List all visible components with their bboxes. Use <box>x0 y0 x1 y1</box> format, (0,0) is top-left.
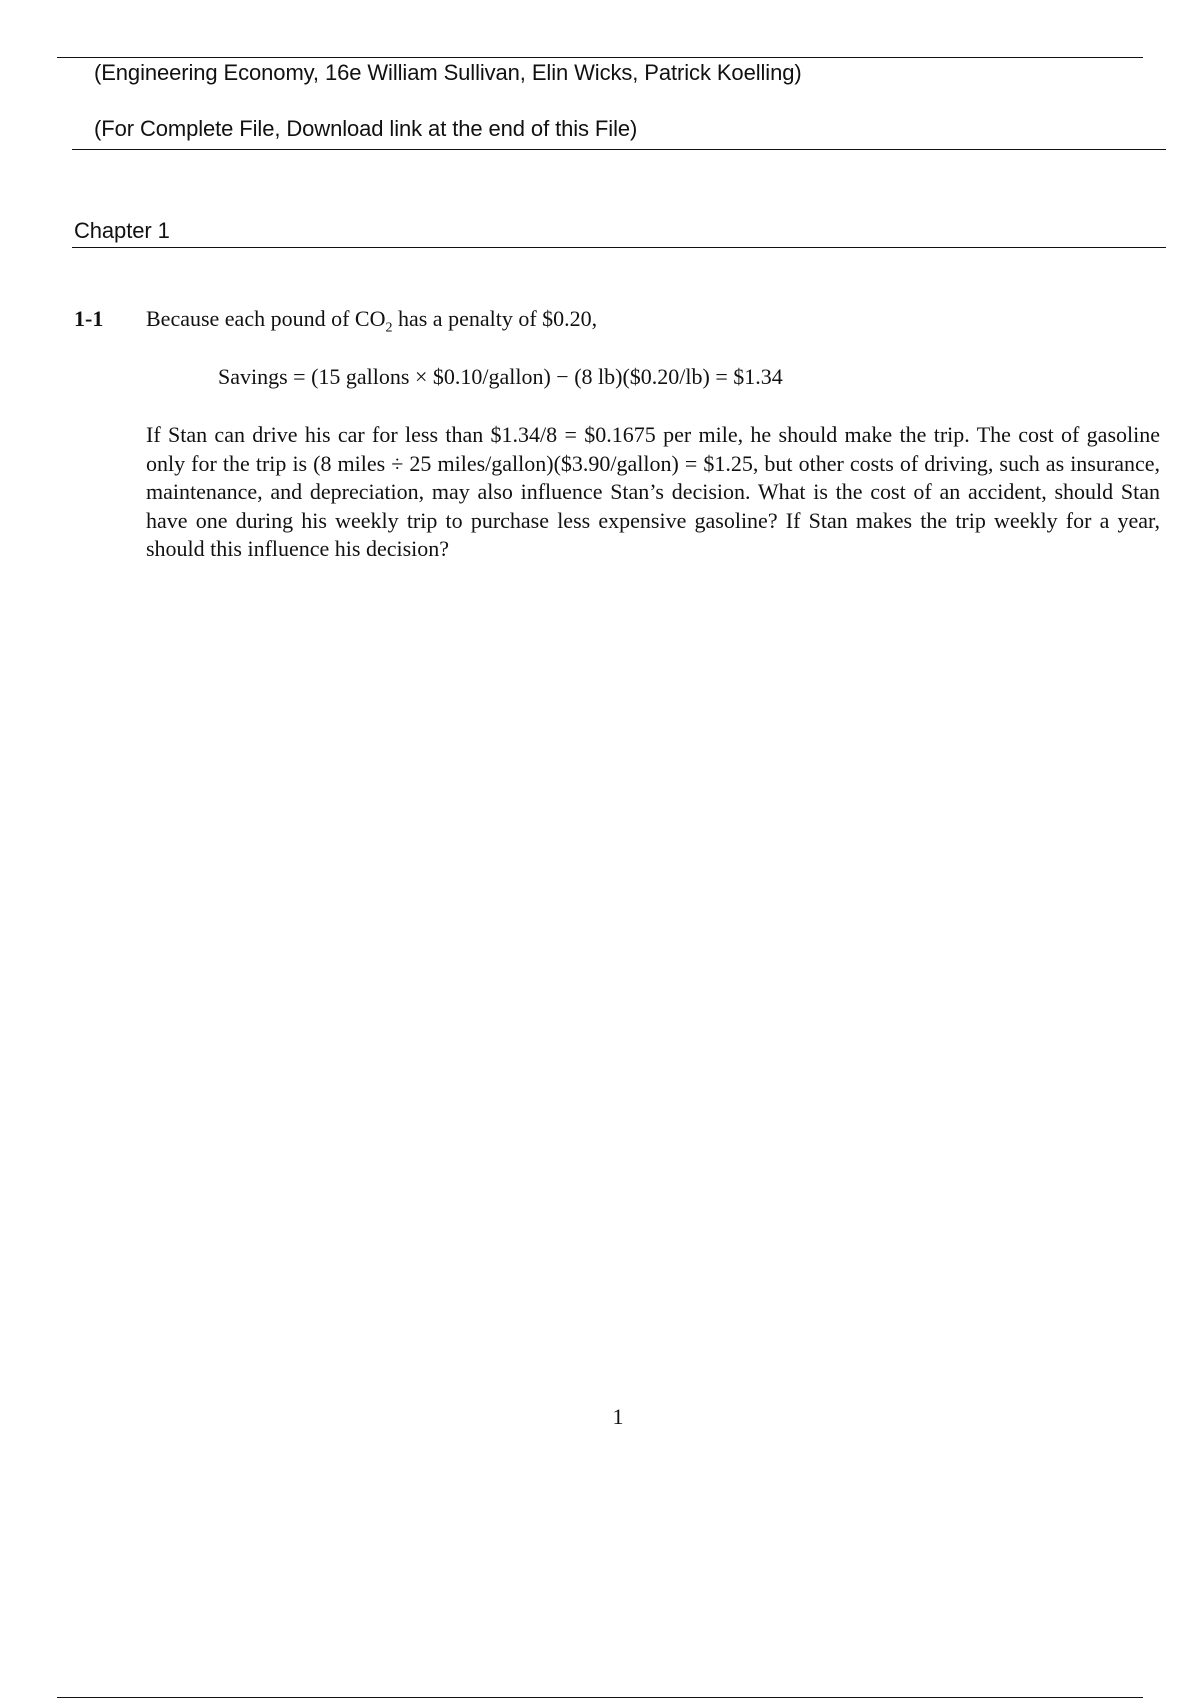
problem-intro-tail: has a penalty of $0.20, <box>392 306 598 331</box>
book-citation: (Engineering Economy, 16e William Sullivan, Elin Wicks, Patrick Koelling) <box>94 60 802 85</box>
download-note: (For Complete File, Download link at the end of this File) <box>94 116 638 141</box>
page-number: 1 <box>612 1404 624 1429</box>
top-rule <box>57 57 1143 58</box>
chapter-divider <box>72 247 1166 248</box>
problem-intro-text: Because each pound of CO <box>146 306 386 331</box>
problem-discussion: If Stan can drive his car for less than $1.34/8 = $0.1675 per mile, he should make the trip. The cost of gasoline only for the trip is (8 miles ÷ 25 miles/gallon)($3.90/gallon) = $1.25, but other costs of driving, such as insurance, maintenance, and depreciation, may also influence Stan’s decision. What is the cost of an accident, should Stan have one during his weekly trip to purchase less expensive gasoline? If Stan makes the trip weekly for a year, should this influence his decision? <box>146 422 1160 561</box>
problem-number: 1-1 <box>74 306 104 331</box>
problem-intro <box>146 306 598 336</box>
savings-equation: Savings = (15 gallons × $0.10/gallon) − (8 lb)($0.20/lb) = $1.34 <box>218 364 783 389</box>
bottom-rule <box>57 1697 1143 1698</box>
chapter-title: Chapter 1 <box>74 218 170 243</box>
header-divider <box>72 149 1166 150</box>
co2-subscript: 2 <box>385 320 393 336</box>
